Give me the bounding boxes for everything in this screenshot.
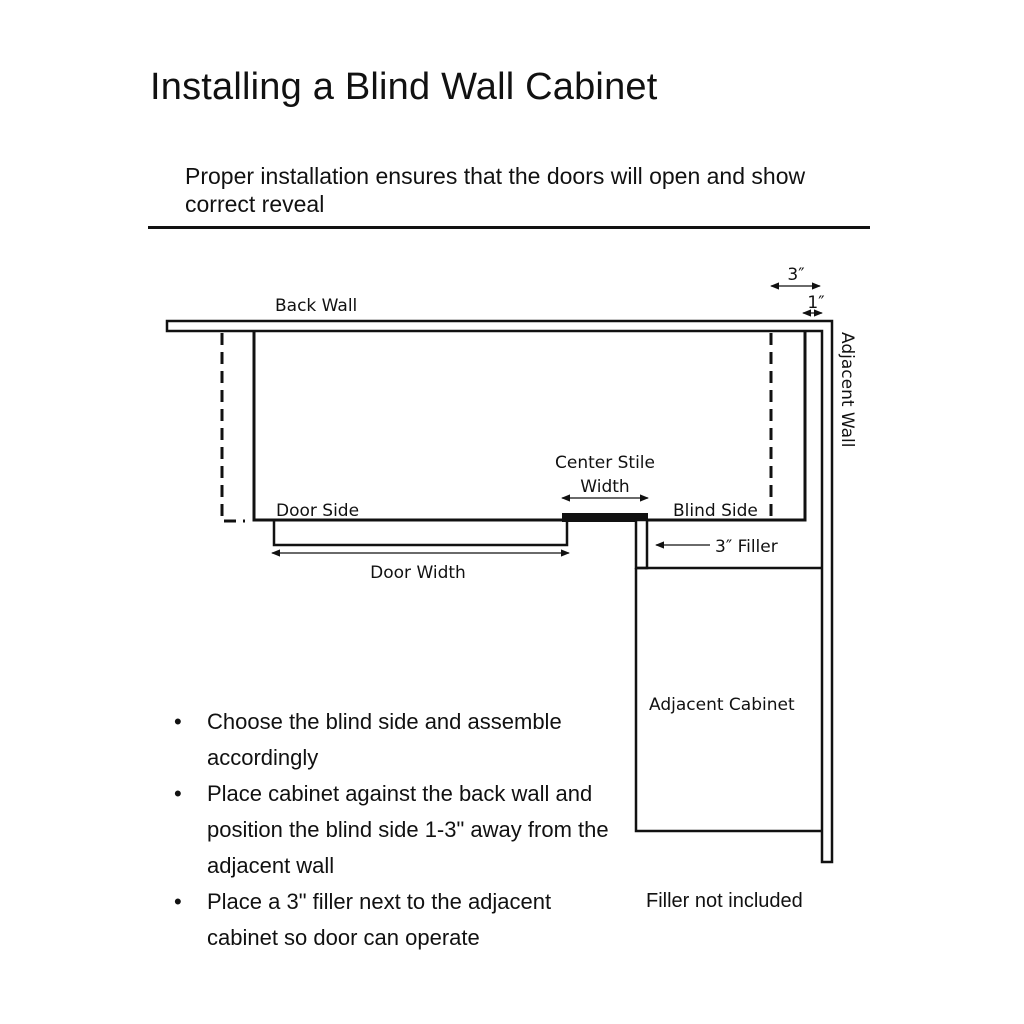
cabinet-box xyxy=(254,331,805,520)
filler-label: 3″ Filler xyxy=(715,537,778,557)
bullet-icon: • xyxy=(174,709,182,734)
filler xyxy=(636,520,647,568)
dim-1in-label: 1″ xyxy=(807,293,825,313)
dashed-alt-door-side xyxy=(222,333,245,521)
instruction-list xyxy=(172,704,612,956)
bullet-icon: • xyxy=(174,889,182,914)
filler-note: Filler not included xyxy=(646,890,803,912)
center-stile-label: Center Stile xyxy=(555,453,655,473)
blind-side-label: Blind Side xyxy=(673,501,758,521)
door xyxy=(274,520,567,545)
list-item xyxy=(172,884,612,956)
list-item xyxy=(172,776,612,884)
adjacent-cabinet-label: Adjacent Cabinet xyxy=(649,695,795,715)
page-title: Installing a Blind Wall Cabinet xyxy=(150,66,658,108)
adjacent-wall-label: Adjacent Wall xyxy=(837,332,857,448)
list-item-text: Place a 3" filler next to the adjacent cabinet so door can operate xyxy=(207,889,552,950)
door-width-label: Door Width xyxy=(370,563,466,583)
door-side-label: Door Side xyxy=(276,501,360,521)
list-item-text: Place cabinet against the back wall and position the blind side 1-3" away from the adjacent wall xyxy=(207,781,609,878)
bullet-icon: • xyxy=(174,781,182,806)
list-item-text: Choose the blind side and assemble accordingly xyxy=(207,709,562,770)
back-wall-label: Back Wall xyxy=(275,296,358,316)
list-item xyxy=(172,704,612,776)
dim-3in-label: 3″ xyxy=(787,265,805,285)
page-subtitle: Proper installation ensures that the doors will open and show correct reveal xyxy=(185,163,806,217)
center-stile-width-label: Width xyxy=(580,477,630,497)
